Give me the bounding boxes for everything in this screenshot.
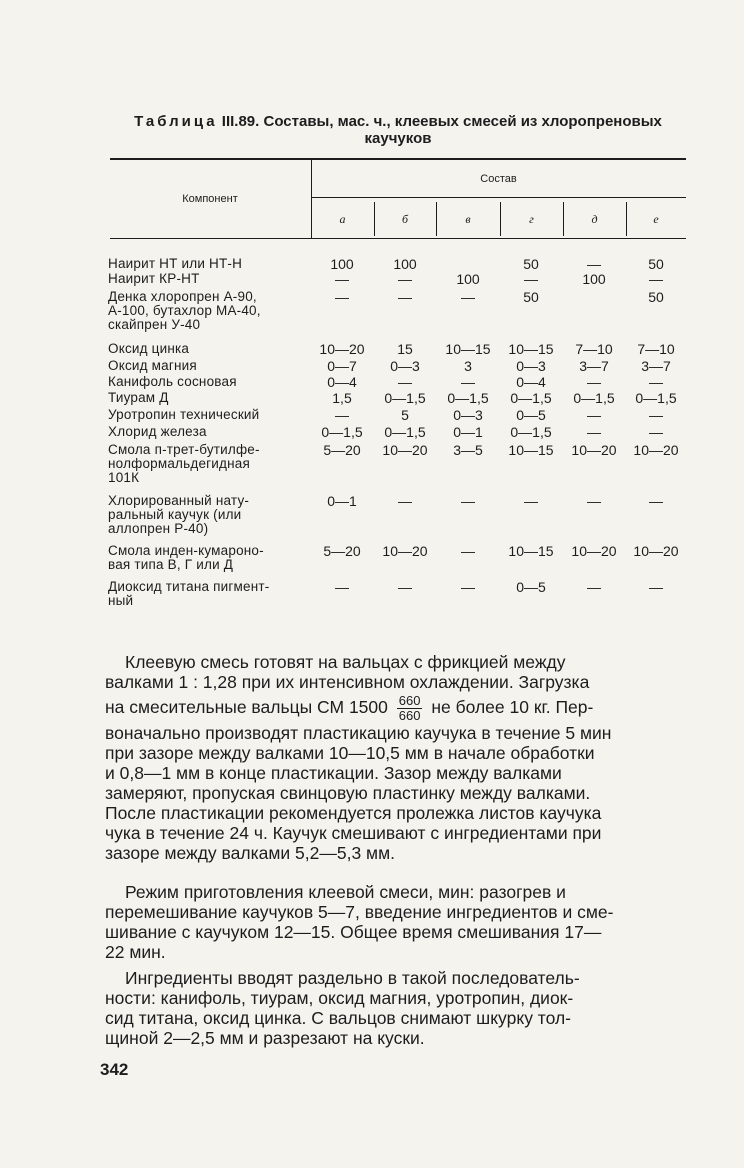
table-cell: 50: [648, 289, 664, 305]
component-name-line: Наирит КР-НТ: [108, 271, 200, 286]
component-name-line: А-100, бутахлор МА-40,: [108, 303, 261, 318]
table-cell: —: [649, 493, 663, 509]
table-cell: 10—15: [508, 543, 554, 559]
table-cell: 0—1,5: [321, 424, 363, 440]
text-line: сид титана, оксид цинка. С вальцов снимают шкурку тол-: [105, 1008, 572, 1028]
table-cell: —: [587, 256, 601, 272]
variant-header: е: [653, 212, 659, 226]
text-line: 22 мин.: [105, 942, 166, 962]
component-name-line: Хлорированный нату-: [108, 493, 250, 508]
paragraph-1: [105, 652, 685, 863]
component-name-line: Денка хлоропрен А-90,: [108, 289, 257, 304]
text-line: перемешивание каучуков 5—7, введение ингредиентов и сме-: [105, 902, 614, 922]
composition-header: Состав: [480, 173, 517, 185]
table-cell: 5—20: [323, 442, 361, 458]
component-name: [108, 272, 308, 286]
table-cell: 0—1: [327, 493, 357, 509]
table-cell: 50: [648, 256, 664, 272]
component-name: [108, 443, 308, 485]
component-name-line: скайпрен У-40: [108, 317, 201, 332]
table-cell: —: [335, 579, 349, 595]
table-cell: —: [649, 424, 663, 440]
component-name: [108, 425, 308, 439]
table-cell: —: [649, 579, 663, 595]
table-cell: 7—10: [637, 341, 675, 357]
component-name-line: Смола инден-кумароно-: [108, 543, 264, 558]
paragraph-3: [105, 968, 685, 1048]
text-line: и 0,8—1 мм в конце пластикации. Зазор между валками: [105, 762, 562, 783]
text-line: После пластикации рекомендуется пролежка листов каучука: [105, 802, 602, 823]
table-cell: —: [649, 374, 663, 390]
table-cell: —: [461, 493, 475, 509]
table-cell: 3—7: [579, 358, 609, 374]
table-cell: 0—1,5: [384, 390, 426, 406]
table-cell: 10—15: [508, 442, 554, 458]
table-cell: 50: [523, 289, 539, 305]
text-line: воначально производят пластикацию каучука в течение 5 мин: [105, 722, 612, 743]
table-cell: 10—15: [508, 341, 554, 357]
table-cell: —: [335, 289, 349, 305]
table-cell: 100: [330, 256, 354, 272]
component-name: [108, 494, 308, 536]
table-cell: 10—20: [382, 442, 428, 458]
table-cell: 0—1,5: [573, 390, 615, 406]
variant-header: б: [401, 212, 409, 226]
table-cell: —: [335, 407, 349, 423]
table-cell: 3—5: [453, 442, 483, 458]
table-cell: 100: [456, 271, 480, 287]
header-bottom-rule: [110, 238, 686, 239]
table-top-rule: [110, 158, 686, 160]
component-name: [108, 391, 308, 405]
table-cell: 0—5: [516, 579, 546, 595]
table-cell: 10—20: [633, 442, 679, 458]
text-line: чука в течение 24 ч. Каучук смешивают с ингредиентами при: [105, 822, 602, 843]
component-name: [108, 342, 308, 356]
formula-before: на смесительные вальцы СМ 1500: [105, 697, 388, 717]
table-cell: 100: [582, 271, 606, 287]
text-line: щиной 2—2,5 мм и разрезают на куски.: [105, 1028, 425, 1048]
table-cell: —: [461, 579, 475, 595]
component-name: [108, 375, 308, 389]
component-name-line: ный: [108, 593, 134, 608]
text-line: Клеевую смесь готовят на вальцах с фрикцией между: [125, 652, 566, 672]
table-cell: 0—1,5: [510, 424, 552, 440]
text-line: шивание с каучуком 12—15. Общее время смешивания 17—: [105, 922, 602, 942]
table-caption-text: III.89. Составы, мас. ч., клеевых смесей из хлоропреновых каучуков: [221, 113, 662, 147]
table-cell: 7—10: [575, 341, 613, 357]
table-cell: 0—1,5: [510, 390, 552, 406]
component-name: [108, 359, 308, 373]
component-name-line: вая типа В, Г или Д: [108, 557, 234, 572]
table-cell: 15: [397, 341, 413, 357]
table-caption-label: Таблица: [134, 113, 218, 130]
component-name-line: Уротропин технический: [108, 407, 260, 422]
table-cell: 10—20: [571, 442, 617, 458]
table-cell: —: [587, 493, 601, 509]
component-name-line: Наирит НТ или НТ-Н: [108, 256, 243, 271]
table-cell: 0—3: [516, 358, 546, 374]
table-cell: 10—15: [445, 341, 491, 357]
table-cell: —: [461, 289, 475, 305]
table-cell: 5—20: [323, 543, 361, 559]
table-cell: 0—4: [516, 374, 546, 390]
page-number: 342: [100, 1060, 129, 1079]
table-caption: [110, 113, 686, 147]
table-cell: 0—4: [327, 374, 357, 390]
component-name-line: Хлорид железа: [108, 424, 207, 439]
table-cell: 0—1,5: [384, 424, 426, 440]
component-header: Компонент: [182, 193, 238, 205]
component-name-line: Тиурам Д: [108, 390, 169, 405]
table-cell: 5: [401, 407, 409, 423]
table-cell: 1,5: [332, 390, 352, 406]
text-line: зазоре между валками 5,2—5,3 мм.: [105, 842, 395, 863]
paragraph-2: [105, 882, 685, 962]
text-line: при зазоре между валками 10—10,5 мм в начале обработки: [105, 742, 595, 763]
component-name-line: Смола п-трет-бутилфе-: [108, 442, 260, 457]
table-cell: —: [398, 579, 412, 595]
table-cell: 0—1,5: [447, 390, 489, 406]
table-cell: 3: [464, 358, 472, 374]
table-cell: —: [649, 271, 663, 287]
component-name-line: ральный каучук (или: [108, 507, 242, 522]
text-line: Режим приготовления клеевой смеси, мин: разогрев и: [125, 882, 566, 902]
component-name: [108, 408, 308, 422]
table-cell: 10—20: [633, 543, 679, 559]
table-cell: —: [587, 374, 601, 390]
table-cell: 0—5: [516, 407, 546, 423]
table-cell: 10—20: [382, 543, 428, 559]
table-cell: 0—7: [327, 358, 357, 374]
table-cell: —: [587, 407, 601, 423]
table-cell: 10—20: [319, 341, 365, 357]
component-name-line: нолформальдегидная: [108, 456, 250, 471]
component-name-line: Оксид цинка: [108, 341, 190, 356]
variant-header: г: [529, 212, 534, 226]
text-line: валками 1 : 1,28 при их интенсивном охлаждении. Загрузка: [105, 672, 590, 692]
component-name: [108, 257, 308, 271]
table-cell: —: [524, 271, 538, 287]
table-cell: 10—20: [571, 543, 617, 559]
text-line: замеряют, пропуская свинцовую пластинку между валками.: [105, 782, 591, 803]
fraction-numerator: 660: [398, 692, 421, 708]
component-name-line: Канифоль сосновая: [108, 374, 237, 389]
table-cell: —: [398, 289, 412, 305]
fraction-denominator: 660: [398, 707, 421, 723]
text-line: Ингредиенты вводят раздельно в такой последователь-: [125, 968, 580, 988]
table-cell: 0—1,5: [635, 390, 677, 406]
component-name-line: аллопрен Р-40): [108, 521, 209, 536]
variant-header: д: [591, 212, 598, 226]
fraction: [397, 694, 423, 723]
table-cell: —: [398, 374, 412, 390]
table-cell: —: [461, 543, 475, 559]
variant-header: в: [465, 212, 471, 226]
table-cell: 50: [523, 256, 539, 272]
table-cell: —: [587, 424, 601, 440]
table-cell: 0—3: [390, 358, 420, 374]
formula-after: не более 10 кг. Пер-: [431, 697, 594, 717]
component-name: [108, 580, 308, 608]
table-cell: 3—7: [641, 358, 671, 374]
table-cell: 100: [393, 256, 417, 272]
component-name: [108, 290, 308, 332]
variant-header: а: [339, 212, 346, 226]
table-cell: —: [461, 374, 475, 390]
formula-line: [105, 692, 685, 723]
table-cell: —: [335, 271, 349, 287]
table-cell: —: [524, 493, 538, 509]
table-cell: —: [398, 271, 412, 287]
composition-rule: [311, 197, 686, 198]
table-cell: —: [398, 493, 412, 509]
component-name: [108, 544, 308, 572]
component-name-line: Диоксид титана пигмент-: [108, 579, 270, 594]
table-cell: 0—3: [453, 407, 483, 423]
component-name-line: 101К: [108, 470, 140, 485]
component-name-line: Оксид магния: [108, 358, 197, 373]
table-cell: —: [587, 579, 601, 595]
table-cell: 0—1: [453, 424, 483, 440]
table-cell: —: [649, 407, 663, 423]
text-line: ности: канифоль, тиурам, оксид магния, уротропин, диок-: [105, 988, 574, 1008]
